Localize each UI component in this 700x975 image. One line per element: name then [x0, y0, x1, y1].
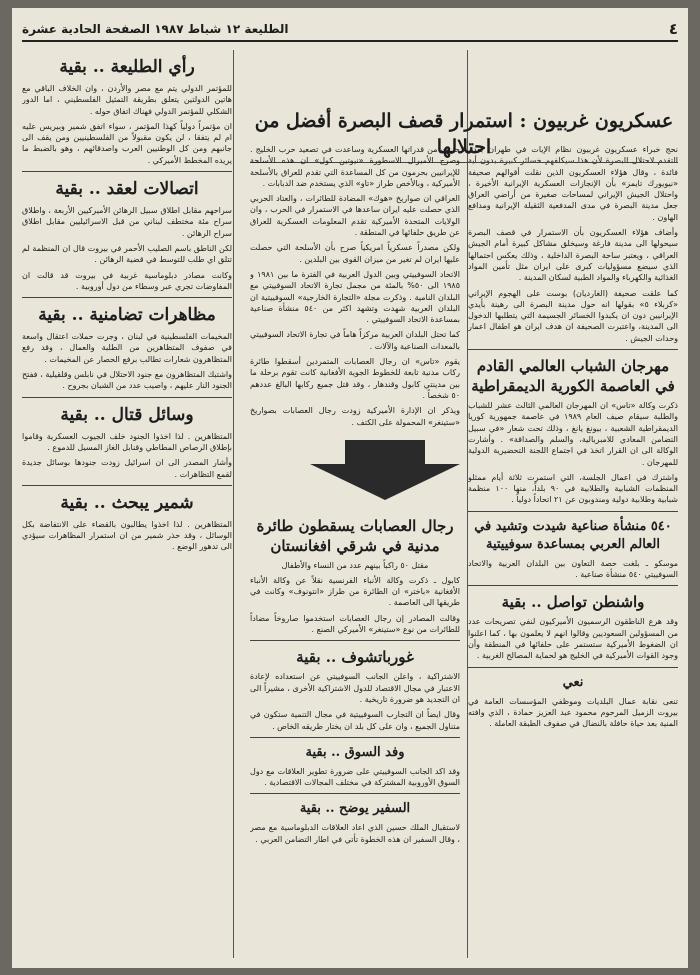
article-body: العراقي ان صواريخ «هوك» المضادة للطائرات ، والعتاد الحربي الذي حصلت عليه ايران ساعدها في الاستمرار في الحرب ، وان الولايات المتحدة الأميركية تقدم المعلومات العسكرية للعراق عن طريق حلفائها في المنطقة .	[250, 194, 460, 238]
divider	[468, 585, 678, 586]
column-rule	[233, 50, 234, 958]
article-body: وقال ايضاً ان التجارب السوفييتية في مجال التنمية ستكون في متناول الجميع ، وان على كل بلد ان يختار طريقه الخاص .	[250, 710, 460, 731]
article-body: لكن الناطق باسم الصليب الأحمر في بيروت قال ان المنظمة لم تتلق اي طلب للتوسط في قضية الرهائن .	[22, 243, 232, 265]
article-body: وقد اكد الجانب السوفييتي على ضرورة تطوير العلاقات مع دول السوق الأوروبية المشتركة في مختلف المجالات الاقتصادية .	[250, 766, 460, 788]
article-body: ان مؤتمراً دولياً كهذا المؤتمر ، سواء اتفق شمير وبيريس عليه ام لم يتفقا ، لن يكون مقبولاً من الفلسطينيين ومن يقف الى جانبهم ومن كل الوطنيين العرب واصدقائهم ، وهو بالضبط ما يريده المخطط الأميركي .	[22, 121, 232, 165]
article-body: كابول ـ ذكرت وكالة الأنباء الفرنسية نقلاً عن وكالة الأنباء الأفغانية «باختر» ان الطائرة من طراز «انتونوف» وكانت في طريقها الى العاصمة .	[250, 575, 460, 608]
article-body: وأضاف هؤلاء العسكريون بأن الاستمرار في قصف البصرة سيحولها الى مدينة فارغة وسيخلق مشاكل كبيرة أمام الجيش العراقي ، ويعتبر ساحة البصرة الداخلية ، وذلك يعكس احتمالها الذي سيضع مسؤوليات كبرى على ايران مثل تأمين المواد الغذائية والكهرباء والمواد الطبية لسكان المدينة .	[468, 228, 678, 283]
headline-soviet-plants: ٥٤٠ منشأة صناعية شيدت وتشيد في العالم العربي بمساعدة سوفييتية	[474, 518, 672, 552]
headline-combat-means: وسائل قتال .. بقية	[60, 404, 194, 425]
headline-obituary: نعي	[562, 674, 584, 690]
article-body: للمؤتمر الدولي يتم مع مصر والأردن ، وان الخلاف الباقي مع هاتين الدولتين يتعلق بطريقة التمثيل الفلسطيني ، اما الدور الشكلي للمؤتمر الدولي فهناك اتفاق حوله .	[22, 84, 232, 116]
article-body: نحج خبراء عسكريون غربيون نظام الإيات في طهران بعدم التقدم لاحتلال البصرة لأن هذا سيكلفهم خسائر كبيرة بدون أية فائدة ، وقال هؤلاء العسكريون الذين نقلت أقوالهم صحيفة «نيويورك تايمز» بأن الإنجازات العسكرية الإيرانية الأخيرة ، واحتلال الجيش الإيراني لمساحات صغيرة من أراضي العراق جعل مدينة البصرة في مدى المدفعية الثقيلة الإيرانية ومدافع الهاون .	[468, 145, 678, 222]
divider	[468, 349, 678, 350]
article-body: ويذكر ان الإدارة الأميركية زودت رجال العصابات بصواريخ «ستينغر» المحمولة على الكتف .	[250, 406, 460, 427]
article-body: لاستقبال الملك حسين الذي اعاد العلاقات الدبلوماسية مع مصر ، وقال السفير ان هذه الخطوة تأتي في اطار التضامن العربي .	[250, 823, 460, 844]
headline-editorial: رأي الطليعة .. بقية	[59, 57, 195, 77]
divider	[250, 737, 460, 738]
newspaper-page	[12, 8, 688, 968]
article-body: المتظاهرين . لذا اخذوا يطالبون بالقضاء على الانتفاضة بكل الوسائل ، وقد حذر شمير من ان استمرار المظاهرات سيؤدي الى تدهور الوضع .	[22, 519, 232, 552]
divider	[250, 640, 460, 641]
down-arrow-graphic	[310, 440, 460, 500]
article-body: وقالت المصادر إن رجال العصابات استخدموا صاروخاً مضاداً للطائرات من نوع «ستينغر» الأميركي الصنع .	[250, 613, 460, 635]
headline-youth-festival: مهرجان الشباب العالمي القادم في العاصمة الكورية الديمقراطية	[471, 357, 675, 396]
article-body: ذكرت وكالة «تاس» ان المهرجان العالمي الثالث عشر للشباب والطلبة سيقام صيف العام ١٩٨٩ في عاصمة جمهورية كوريا الديمقراطية الشعبية ، بيونغ يانغ ، وذلك تحت شعار «في سبيل التضامن المعادي للامبريالية، والسلم والصداقة» . وأشارت الوكالة الى ان القرار اتخذ في اجتماع اللجنة التحضيرية الدولية للمهرجان .	[468, 401, 678, 467]
headline-shamir: شمير يبحث .. بقية	[60, 492, 194, 513]
divider	[22, 171, 232, 172]
article-body: واشترك في اعمال الجلسة، التي استمرت ثلاثة أيام ممثلو المنظمات الشبابية والطلابية في ٩٠ بلداً، منها ١٠٠ منظمة شبابية وطلابية دولية ومندوبون عن ٢١ اتحاداً دولياً .	[468, 472, 678, 505]
divider	[250, 793, 460, 794]
headline-afghan-plane: رجال العصابات يسقطون طائرة مدنية في شرقي افغانستان	[256, 516, 454, 555]
headline-washington: واشنطن تواصل .. بقية	[501, 593, 645, 612]
headline-market-delegation: وفد السوق .. بقية	[305, 744, 405, 760]
headline-demonstrations: مظاهرات تضامنية .. بقية	[38, 305, 216, 326]
column-left	[22, 50, 232, 958]
article-body: كما علقت صحيفة (الغارديان) بوست على الهجوم الإيراني «كربلاء ٥» بقولها انه حول مدينة البصرة الى رهينة بأيدي الإيرانيين دون ان يكبدوا الخسائر الجسيمة التي يتطلبها الدخول الى المدينة، واعتبرت الصحيفة ان هدف ايران هو اطفال اعمار وحدات الجيش .	[468, 288, 678, 343]
article-body: المخيمات الفلسطينية في لبنان ، وجرت حملات اعتقال واسعة في صفوف المتظاهرين من الطلبة والعمال ، وقد رفع المتظاهرون شعارات تطالب برفع الحصار عن المخيمات .	[22, 332, 232, 364]
column-middle	[250, 50, 460, 958]
headline-ambassador: السفير يوضح .. بقية	[299, 801, 411, 817]
article-body: سراحهم مقابل اطلاق سبيل الرهائن الأميركيين الأربعة ، واطلاق سراح مئة مختطف لبناني من قبل الاسرائيليين مقابل اطلاق سراح الرهائن .	[22, 206, 232, 238]
article-body: الاتحاد السوفييتي وبين الدول العربية في الفترة ما بين ١٩٨١ و ١٩٨٥ الى ٥٠% بالمئة من مجمل تجارة الاتحاد السوفييتي مع البلدان النامية . وذكرت مجلة «التجارة الخارجية» السوفييتية ان البلدان العربية شهدت وتشهد اكثر من ٥٤٠ منشأة صناعية بمساعدة الاتحاد السوفييتي .	[250, 269, 460, 325]
page-number: ٤	[668, 20, 678, 38]
article-body: وكانت مصادر دبلوماسية غربية في بيروت قد قالت ان المفاوضات تجري عبر وسطاء من دول أوروبية .	[22, 270, 232, 291]
divider	[22, 297, 232, 298]
main-headline: عسكريون غربيون : استمرار قصف البصرة أفضل من احتلالها	[250, 108, 678, 163]
article-body: واشتبك المتظاهرون مع جنود الاحتلال في نابلس وقلقيلية ، ففتح الجنود النار عليهم ، واصيب عدد من الشبان بجروح .	[22, 370, 232, 391]
article-body: ولكن مصدراً عسكرياً امريكياً صرح بأن الأسلحة التي حصلت عليها ايران لم تغير من ميزان القوى بين البلدين .	[250, 243, 460, 264]
page-header	[22, 18, 678, 42]
article-body: حزبت من قدراتها العسكرية وساعدت في تصعيد حرب الخليج . وصرح الأميرال الاسطورة «نيوتين كول» ان هذه الأسلحة للإيرانيين بحرمون من كل المساعدة التي تقدم للعراق بالأسلحة الأميركية ، وبالأخص طراز «تاو» الذي يستخدم ضد الدبابات .	[250, 145, 460, 188]
article-body: تنعى نقابة عمال البلديات وموظفي المؤسسات العامة في بيروت الزميل المرحوم محمود عبد العزيز حمادة ، الذي وافته المنية بعد حياة حافلة بالنضال في صفوف الطبقة العاملة .	[468, 696, 678, 729]
article-body: الاشتراكية ، واعلن الجانب السوفييتي عن استعداده لإعادة الاعتبار في مجال الاقتصاد للدول الاشتراكية الأخرى ، مشيراً الى ان التجديد هو ضرورة تاريخية .	[250, 672, 460, 704]
headline-contacts: اتصالات لعقد .. بقية	[55, 179, 199, 200]
subheadline: مقتل ٥٠ راكباً بينهم عدد من النساء والأطفال	[281, 560, 429, 570]
header-title: الطليعة ١٢ شباط ١٩٨٧ الصفحة الحادية عشرة	[22, 22, 289, 36]
column-right	[468, 50, 678, 958]
article-body: يقوم «تاس» ان رجال العصابات المتمردين أسقطوا طائرة ركاب مدنية تابعة للخطوط الجوية الأفغانية كانت تقوم برحلة ما بين مدينتي كابول وقندهار ، وقد قتل جميع ركابها البالغ عددهم ٥٠ شخصاً .	[250, 357, 460, 400]
article-body: وقد هرع الناطقون الرسميون الأميركيون لنفي تصريحات عدد من المسؤولين السعوديين وقالوا انهم لا يعلمون بها ، كما اعلنوا ان الضغوط الأميركية ستستمر على حلفائها في المنطقة وأن وجود القوات الأميركية في الخليج هو لحماية المصالح الغربية .	[468, 617, 678, 661]
headline-gorbachev: غورباتشوف .. بقية	[296, 648, 414, 667]
divider	[22, 485, 232, 486]
article-body: كما تحتل البلدان العربية مركزاً هاماً في تجارة الاتحاد السوفييتي بالمعدات الصناعية والآلات .	[250, 330, 460, 351]
article-body: وأشار المصدر الى ان اسرائيل زودت جنودها بوسائل جديدة لقمع التظاهرات .	[22, 458, 232, 479]
divider	[468, 667, 678, 668]
article-body: المتظاهرين . لذا اخذوا الجنود خلف الجيوب العسكرية وقاموا بإطلاق الرصاص المطاطي وقنابل الغاز المسيل للدموع .	[22, 431, 232, 452]
divider	[468, 511, 678, 512]
divider	[22, 397, 232, 398]
article-body: موسكو ـ بلغت حصة التعاون بين البلدان العربية والاتحاد السوفييتي ٥٤٠ منشأة صناعية .	[468, 558, 678, 580]
